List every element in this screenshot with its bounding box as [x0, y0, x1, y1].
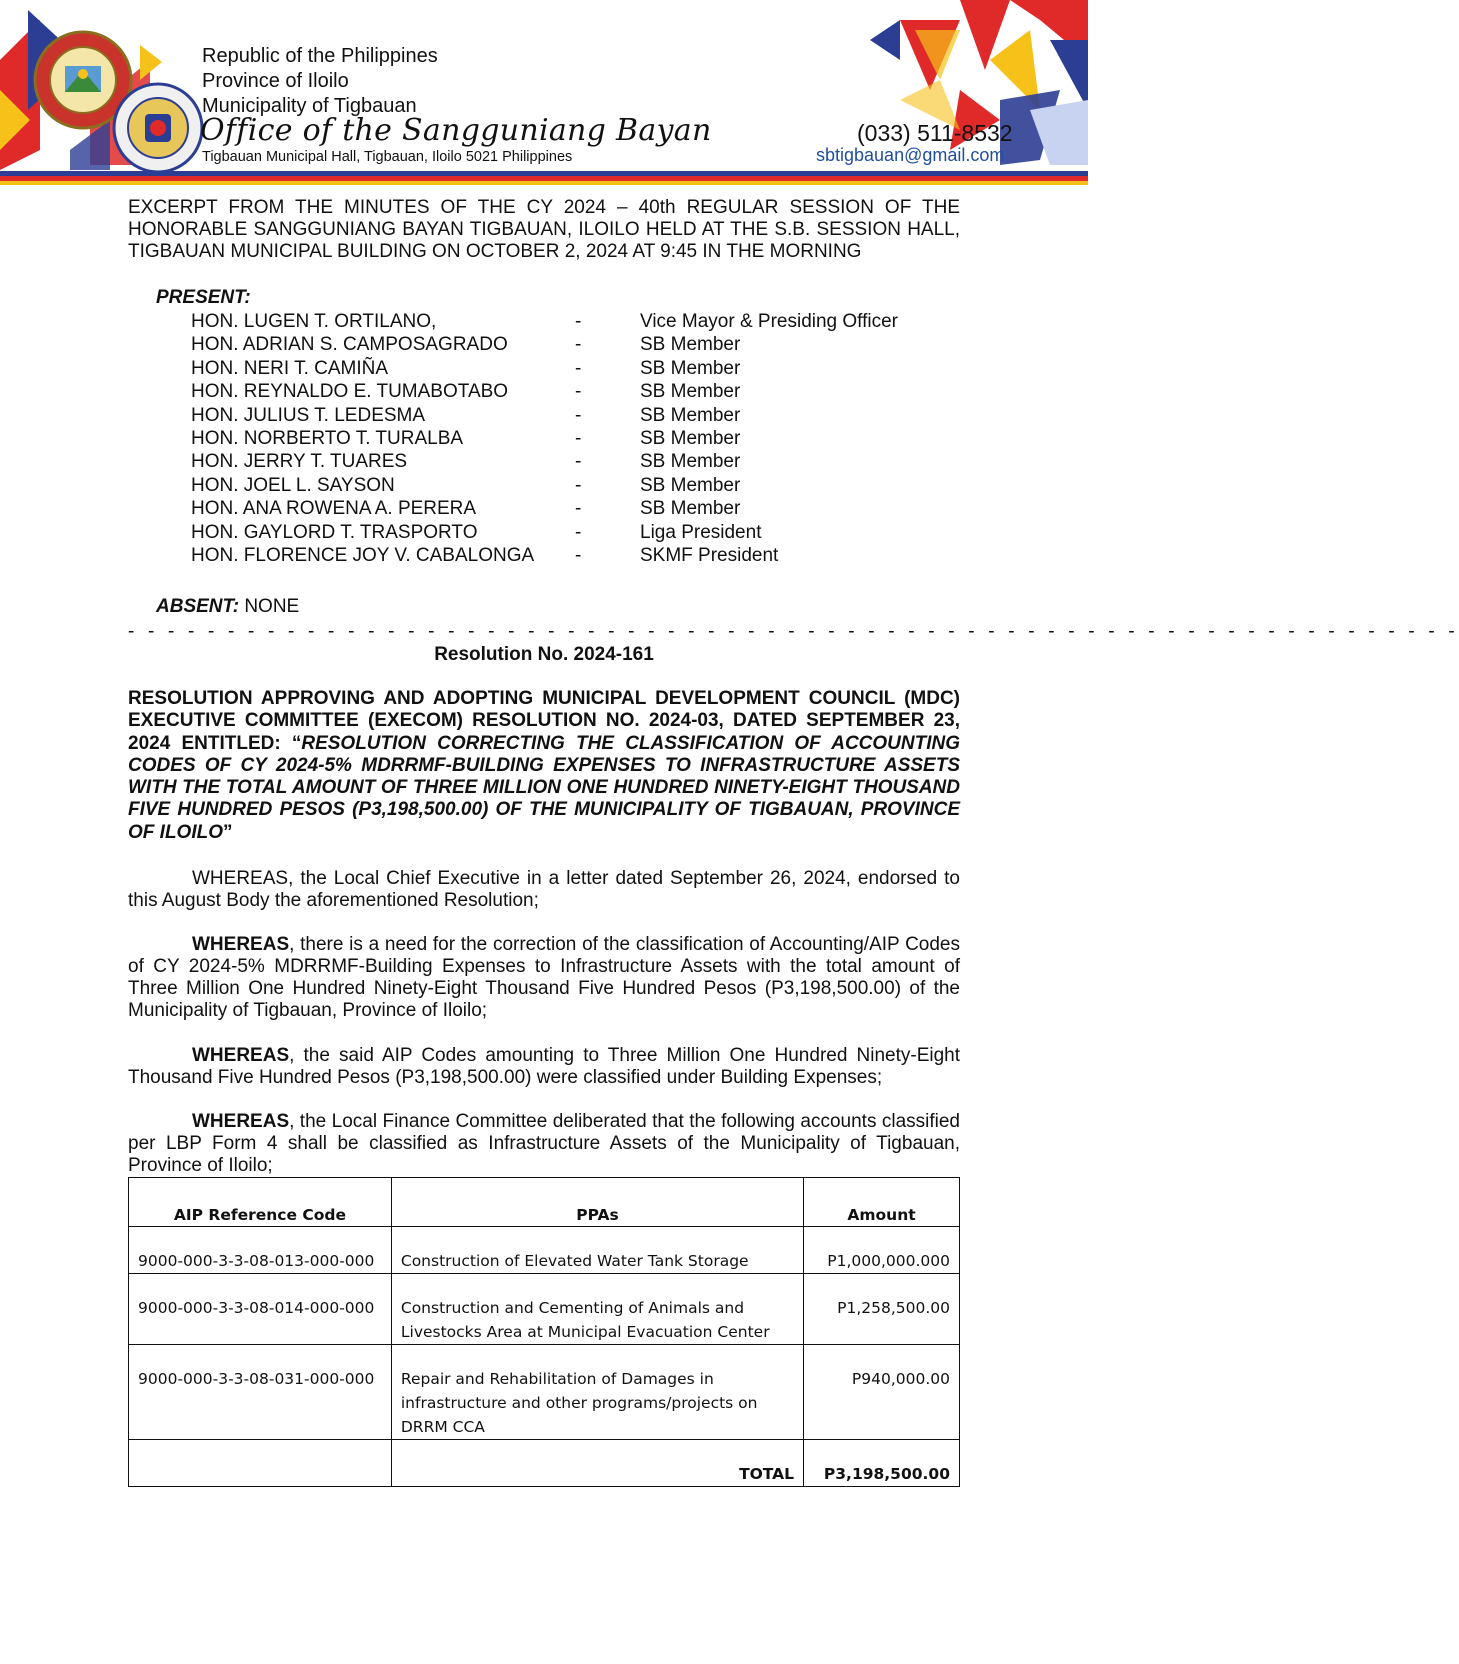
attendance-row	[191, 522, 951, 546]
amount-cell: P940,000.00	[804, 1345, 960, 1440]
letterhead	[0, 0, 1088, 190]
member-dash: -	[575, 474, 582, 496]
whereas-clause-2	[128, 934, 960, 1022]
total-amount: P3,198,500.00	[804, 1440, 960, 1487]
whereas-text: , there is a need for the correction of the classification of Accounting/AIP Codes of CY 2024-5% MDRRMF-Building Expenses to Infrastructure Assets with the total amount of Three Million One Hundred Ninety-Eight Thousand Five Hundred Pesos (P3,198,500.00) of the Municipality of Tigbauan, Province of Iloilo;	[128, 934, 960, 1021]
republic-line: Republic of the Philippines	[202, 45, 438, 67]
member-position: SB Member	[640, 404, 741, 426]
column-header-code: AIP Reference Code	[129, 1178, 392, 1227]
total-label: TOTAL	[391, 1440, 803, 1487]
ppa-cell: Construction of Elevated Water Tank Storage	[391, 1227, 803, 1274]
member-name: HON. JERRY T. TUARES	[191, 451, 408, 473]
whereas-lead: WHEREAS	[192, 868, 289, 889]
attendance-row	[191, 358, 951, 382]
member-position: SB Member	[640, 334, 741, 356]
member-name: HON. JULIUS T. LEDESMA	[191, 404, 426, 426]
attendance-row	[191, 498, 951, 522]
table-row	[129, 1227, 960, 1274]
attendance-row	[191, 475, 951, 499]
resolution-title-italic: RESOLUTION CORRECTING THE CLASSIFICATION OF ACCOUNTING CODES OF CY 2024-5% MDRRMF-BUILDING EXPENSES TO INFRASTRUCTURE ASSETS WITH THE TOTAL AMOUNT OF THREE MILLION ONE HUNDRED NINETY-EIGHT THOUSAND FIVE HUNDRED PESOS (P3,198,500.00) OF THE MUNICIPALITY OF TIGBAUAN, PROVINCE OF ILOILO	[128, 732, 960, 843]
divider-line: - - - - - - - - - - - - - - - - - - - - - - - - - - - - - - - - - - - - - - - - - - - - - - - - - - - - - - - - - - - - - - - - - - -	[128, 621, 1459, 642]
attendance-row	[191, 405, 951, 429]
whereas-text: , the Local Chief Executive in a letter dated September 26, 2024, endorsed to this August Body the aforementioned Resolution;	[128, 868, 960, 911]
attendance-row	[191, 545, 951, 569]
present-label: PRESENT:	[156, 287, 251, 308]
table-total-row	[129, 1440, 960, 1487]
member-name: HON. REYNALDO E. TUMABOTABO	[191, 381, 509, 403]
table-row	[129, 1274, 960, 1345]
resolution-title-plain: RESOLUTION APPROVING AND ADOPTING MUNICIPAL DEVELOPMENT COUNCIL (MDC) EXECUTIVE COMMITTEE (EXECOM) RESOLUTION NO. 2024-03, DATED SEPTEMBER 23, 2024 ENTITLED: “	[128, 688, 960, 754]
member-name: HON. ADRIAN S. CAMPOSAGRADO	[191, 334, 508, 356]
whereas-lead: WHEREAS	[192, 934, 290, 955]
resolution-title-close: ”	[223, 821, 233, 843]
letterhead-address-block	[202, 44, 438, 119]
absent-label: ABSENT:	[156, 596, 240, 617]
member-name: HON. NORBERTO T. TURALBA	[191, 428, 464, 449]
member-position: SB Member	[640, 498, 741, 520]
member-position: SKMF President	[640, 545, 779, 566]
member-dash: -	[575, 451, 582, 473]
minutes-excerpt: EXCERPT FROM THE MINUTES OF THE CY 2024 – 40th REGULAR SESSION OF THE HONORABLE SANGGUNIANG BAYAN TIGBAUAN, ILOILO HELD AT THE S.B. SESSION HALL, TIGBAUAN MUNICIPAL BUILDING ON OCTOBER 2, 2024 AT 9:45 IN THE MORNING	[128, 197, 960, 262]
member-name: HON. ANA ROWENA A. PERERA	[191, 498, 477, 520]
member-dash: -	[575, 404, 582, 426]
member-position: SB Member	[640, 428, 741, 449]
whereas-lead: WHEREAS	[192, 1111, 290, 1132]
member-position: SB Member	[640, 381, 741, 403]
member-dash: -	[575, 428, 582, 449]
amount-cell: P1,000,000.000	[804, 1227, 960, 1274]
whereas-text: , the Local Finance Committee deliberated that the following accounts classified per LBP Form 4 shall be classified as Infrastructure Assets of the Municipality of Tigbauan, Province of Iloilo;	[128, 1111, 960, 1176]
aip-code-cell: 9000-000-3-3-08-013-000-000	[129, 1227, 392, 1274]
column-header-ppas: PPAs	[391, 1178, 803, 1227]
attendance-row	[191, 334, 951, 358]
whereas-clause-3	[128, 1045, 960, 1089]
member-dash: -	[575, 545, 582, 566]
table-header-row	[129, 1178, 960, 1227]
member-dash: -	[575, 521, 582, 543]
resolution-number: Resolution No. 2024-161	[434, 644, 654, 665]
member-position: Vice Mayor & Presiding Officer	[640, 311, 899, 332]
member-name: HON. JOEL L. SAYSON	[191, 474, 395, 496]
member-dash: -	[575, 357, 582, 379]
table-row	[129, 1345, 960, 1440]
member-position: Liga President	[640, 521, 762, 543]
office-address: Tigbauan Municipal Hall, Tigbauan, Iloilo 5021 Philippines	[202, 149, 573, 165]
absent-value: NONE	[244, 596, 300, 617]
whereas-clause-1	[128, 868, 960, 912]
absent-line	[156, 596, 299, 618]
aip-accounts-table	[128, 1177, 960, 1487]
resolution-title	[128, 688, 960, 844]
member-dash: -	[575, 334, 582, 356]
member-dash: -	[575, 498, 582, 520]
member-name: HON. LUGEN T. ORTILANO,	[191, 311, 437, 332]
empty-cell	[129, 1440, 392, 1487]
header-bar-yellow	[0, 181, 1088, 185]
member-position: SB Member	[640, 474, 741, 496]
member-position: SB Member	[640, 451, 741, 473]
phone-number: (033) 511-8532	[857, 120, 1013, 146]
ppa-cell: Construction and Cementing of Animals and Livestocks Area at Municipal Evacuation Center	[391, 1274, 803, 1345]
member-name: HON. FLORENCE JOY V. CABALONGA	[191, 545, 535, 566]
attendance-row	[191, 381, 951, 405]
amount-cell: P1,258,500.00	[804, 1274, 960, 1345]
ppa-cell: Repair and Rehabilitation of Damages in infrastructure and other programs/projects on DRRM CCA	[391, 1345, 803, 1440]
aip-code-cell: 9000-000-3-3-08-031-000-000	[129, 1345, 392, 1440]
whereas-text: , the said AIP Codes amounting to Three Million One Hundred Ninety-Eight Thousand Five Hundred Pesos (P3,198,500.00) were classified under Building Expenses;	[128, 1045, 960, 1088]
column-header-amount: Amount	[804, 1178, 960, 1227]
member-dash: -	[575, 311, 582, 332]
email-address[interactable]: sbtigbauan@gmail.com	[816, 145, 1005, 165]
attendance-row	[191, 428, 951, 452]
member-dash: -	[575, 381, 582, 403]
member-position: SB Member	[640, 357, 741, 379]
member-name: HON. NERI T. CAMIÑA	[191, 357, 389, 379]
province-line: Province of Iloilo	[202, 70, 349, 92]
municipality-line: Municipality of Tigbauan	[202, 95, 417, 117]
member-name: HON. GAYLORD T. TRASPORTO	[191, 521, 478, 543]
office-title: Office of the Sangguniang Bayan	[200, 113, 712, 148]
aip-code-cell: 9000-000-3-3-08-014-000-000	[129, 1274, 392, 1345]
sangguniang-bayan-seal-icon	[114, 84, 202, 172]
attendance-row	[191, 311, 951, 335]
whereas-lead: WHEREAS	[192, 1045, 290, 1066]
whereas-clause-4	[128, 1111, 960, 1177]
attendance-row	[191, 451, 951, 475]
